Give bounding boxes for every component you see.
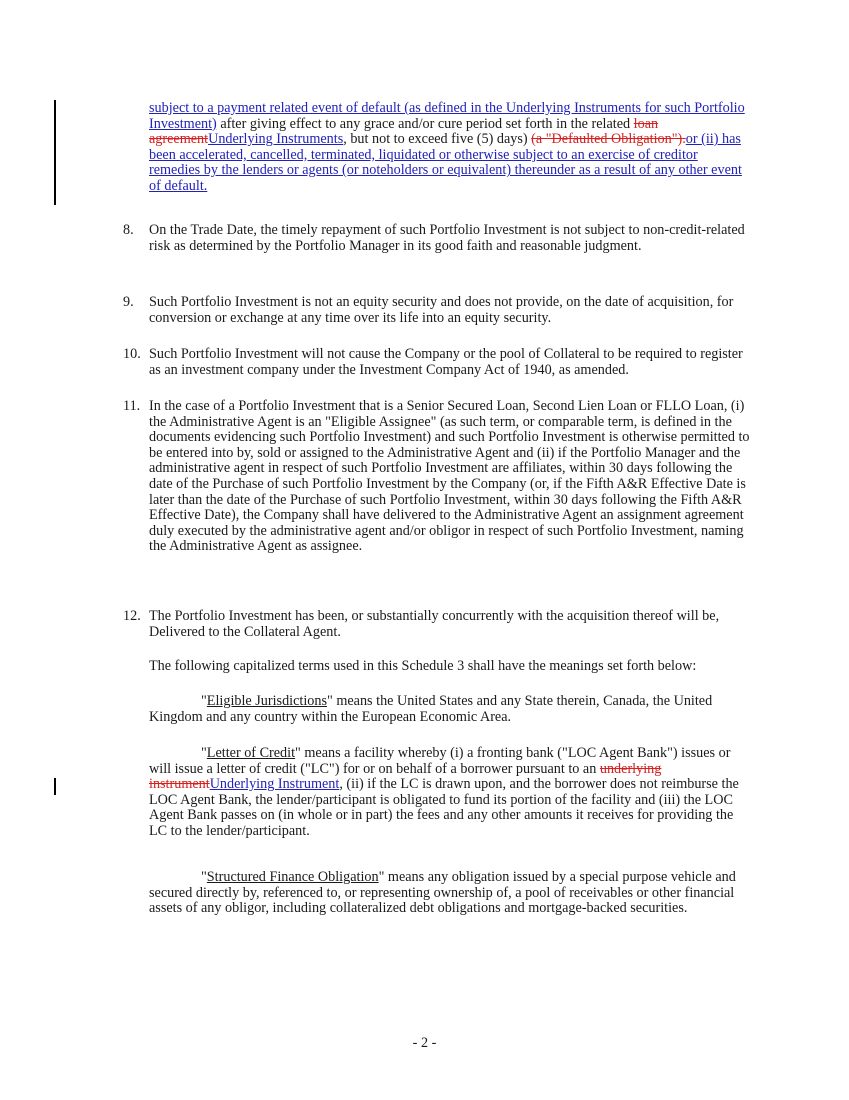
defined-term: Letter of Credit [206,745,296,761]
item-text: The Portfolio Investment has been, or substantially concurrently with the acquisition thereof will be, Delivered to the Collateral Agent. [149,608,720,640]
list-item [123,347,751,378]
deleted-text: underlying instrument [149,760,662,793]
list-item [123,399,751,555]
inserted-text: Underlying Instruments [208,131,344,148]
list-item [123,223,751,254]
inserted-text: subject to a payment related event of default (as defined in the Underlying Instruments for such Portfolio Investment) [149,100,745,132]
definition-letter-of-credit: "Letter of Credit" means a facility whereby (i) a fronting bank ("LOC Agent Bank") issues or will issue a letter of credit ("LC") for or on behalf of a borrower pursuant to an underlying instrumentUnderlying Instrument, (ii) if the LC is drawn upon, and the borrower does not reimburse the LOC Agent Bank, the lender/participant is obligated to fund its portion of the facility and (iii) the LOC Agent Bank passes on (in whole or in part) the fees and any other amounts it receives for providing the LC to the lender/participant. [149,745,739,839]
item-text: Such Portfolio Investment will not cause the Company or the pool of Collateral to be required to register as an investment company under the Investment Company Act of 1940, as amended. [149,346,743,378]
inserted-text: Underlying Instrument [209,776,340,793]
inserted-text: or (ii) has been accelerated, cancelled, terminated, liquidated or otherwise subject to an exercise of creditor remedies by the lenders or agents (or noteholders or equivalent) thereunder as a result of any other event of default. [149,131,742,194]
item-text: Such Portfolio Investment is not an equity security and does not provide, on the date of acquisition, for conversion or exchange at any time over its life into an equity security. [149,294,734,326]
item-number: 10. [123,346,141,362]
item-text: On the Trade Date, the timely repayment of such Portfolio Investment is not subject to non-credit-related risk as determined by the Portfolio Manager in its good faith and reasonable judgment. [149,222,745,254]
defined-term: Structured Finance Obligation [206,869,379,885]
deleted-text: . [682,131,686,148]
item-number: 11. [123,398,141,414]
page-number: - 2 - [412,1035,437,1051]
definitions-intro: The following capitalized terms used in this Schedule 3 shall have the meanings set forth below: [149,658,697,674]
deleted-text: loan agreement [149,115,659,148]
item-text: In the case of a Portfolio Investment that is a Senior Secured Loan, Second Lien Loan or FLLO Loan, (i) the Administrative Agent is an "Eligible Assignee" (as such term, or comparable term, is defined in the documents evidencing such Portfolio Investment) and such Portfolio Investment is otherwise permitted to be entered into by, sold or assigned to the Administrative Agent and (ii) if the Portfolio Manager and the administrative agent in respect of such Portfolio Investment are affiliates, within 30 days following the date of the Purchase of such Portfolio Investment by the Company (or, if the Fifth A&R Effective Date is later than the date of the Purchase of such Portfolio Investment, within 30 days following the Fifth A&R Effective Date), the Company shall have delivered to the Administrative Agent an assignment agreement duly executed by the administrative agent and/or obligor in respect of such Portfolio Investment, naming the Administrative Agent as assignee. [149,398,750,555]
continued-clause [149,101,751,195]
deleted-text: (a "Defaulted Obligation") [531,131,683,148]
item-number: 12. [123,608,141,624]
clause-text: , but not to exceed five (5) days) [343,131,532,148]
change-bar [54,100,56,205]
change-bar [54,778,56,795]
list-item [123,609,751,640]
definition-structured-finance-obligation: "Structured Finance Obligation" means any obligation issued by a special purpose vehicle and secured directly by, referenced to, or representing ownership of, a pool of receivables or other financial assets of any obligor, including collateralized debt obligations and mortgage-backed securities. [149,869,736,917]
item-number: 8. [123,222,134,238]
clause-text: after giving effect to any grace and/or cure period set forth in the related [216,115,634,132]
defined-term: Eligible Jurisdictions [206,693,327,709]
item-number: 9. [123,294,134,310]
definition-eligible-jurisdictions: "Eligible Jurisdictions" means the United States and any State therein, Canada, the United Kingdom and any country within the European Economic Area. [149,693,713,725]
list-item [123,295,751,326]
